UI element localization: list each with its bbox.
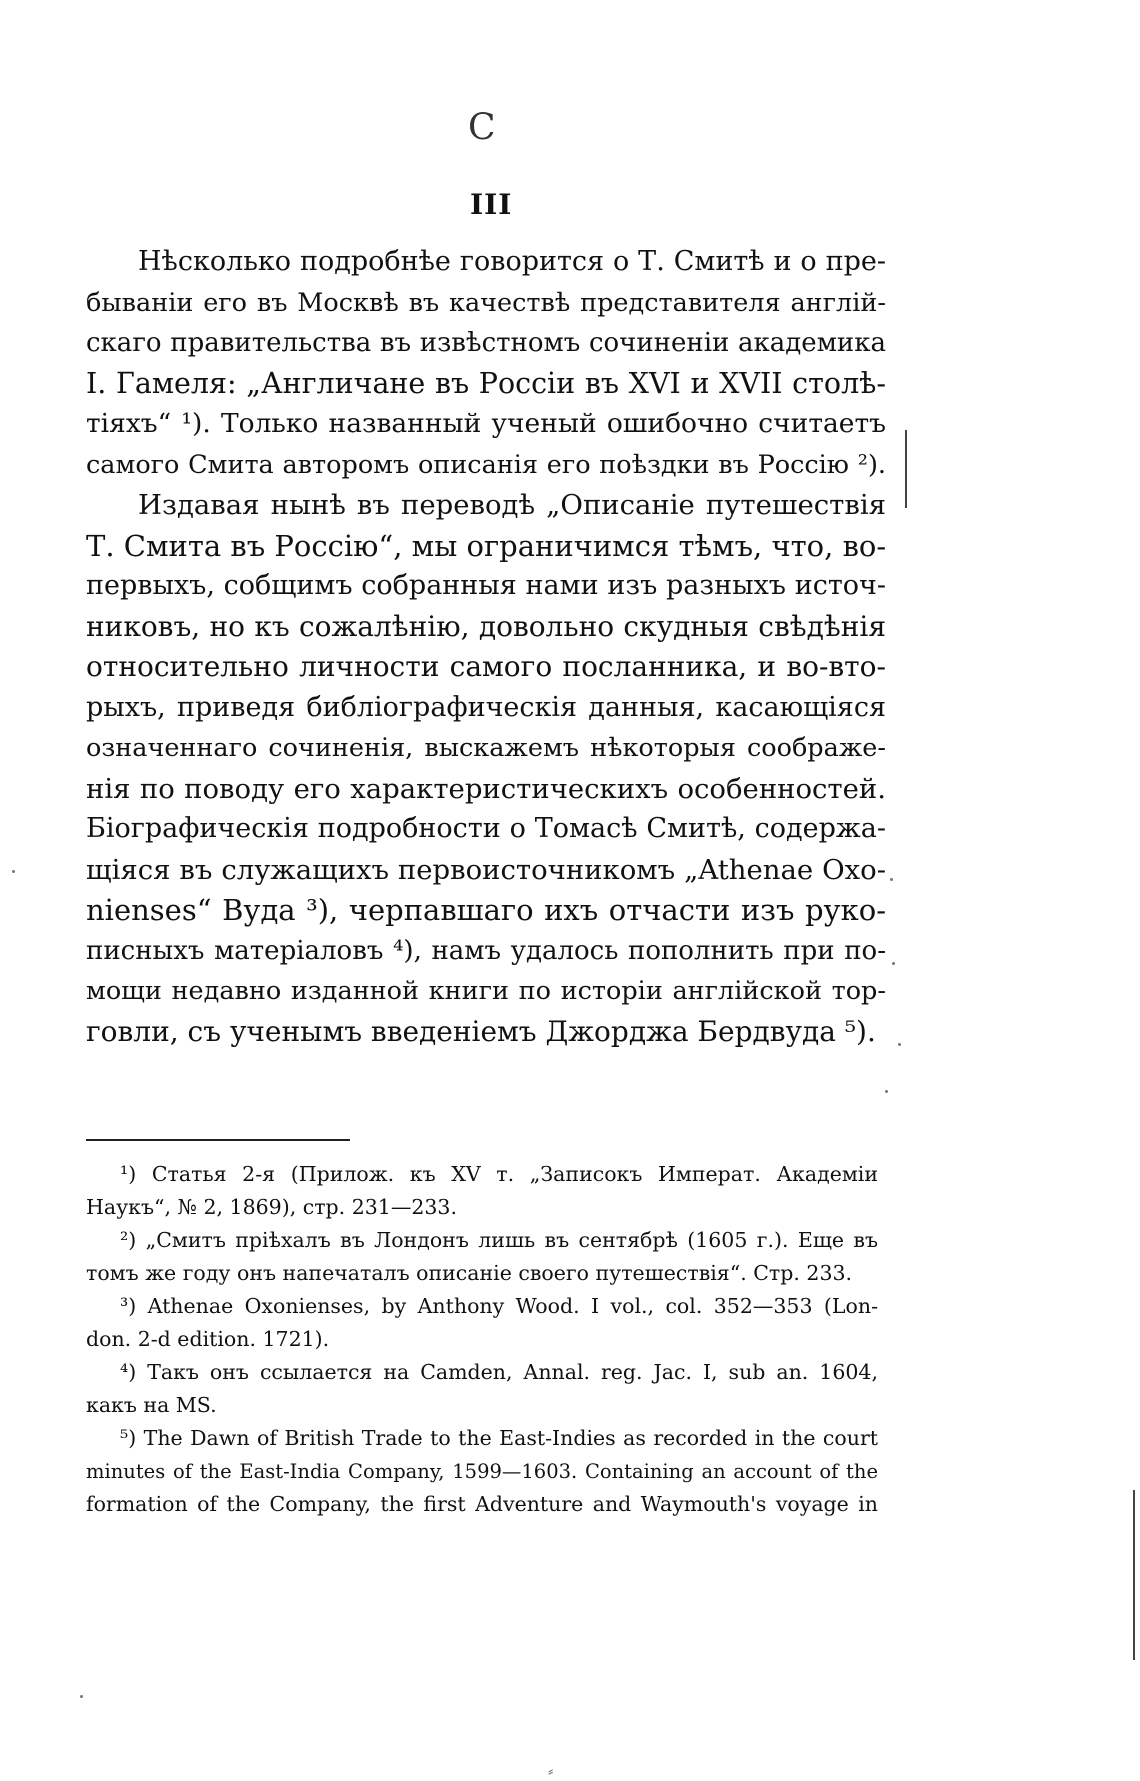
bottom-scan-mark: ⸗ (548, 1761, 554, 1780)
footnote-line: какъ на MS. (86, 1393, 217, 1417)
footnote-line: Наукъ“, № 2, 1869), стр. 231—233. (86, 1195, 457, 1219)
text-line: рыхъ, приведя библіографическія данныя, касающіяся (86, 691, 886, 723)
footnote-line: томъ же году онъ напечаталъ описаніе своего путешествія“. Стр. 233. (86, 1261, 853, 1285)
scan-speck (885, 1090, 888, 1093)
text-line: Т. Смита въ Россію“, мы ограничимся тѣмъ, что, во- (86, 528, 886, 563)
footnote-line: ¹) Статья 2-я (Прилож. къ XV т. „Записокъ Императ. Академіи (120, 1162, 878, 1186)
page-number: III (470, 188, 513, 221)
text-line: мощи недавно изданной книги по исторіи англійской тор- (86, 976, 886, 1006)
text-line: относительно личности самого посланника, и во-вто- (86, 650, 886, 683)
text-line: бываніи его въ Москвѣ въ качествѣ представителя англій- (86, 287, 886, 318)
scan-speck (12, 870, 15, 873)
footnote-line: ²) „Смитъ пріѣхалъ въ Лондонъ лишь въ сентябрѣ (1605 г.). Еще въ (120, 1228, 878, 1252)
footnote-line: ³) Athenae Oxonienses, by Anthony Wood. I vol., col. 352—353 (Lon- (120, 1294, 878, 1318)
text-line: Издавая нынѣ въ переводѣ „Описаніе путешествія (138, 489, 886, 521)
footnote-line: minutes of the East-India Company, 1599—1603. Containing an account of the (86, 1460, 878, 1483)
main-text (86, 242, 886, 1052)
footnote-line: ⁵) The Dawn of British Trade to the East-Indies as recorded in the court (120, 1426, 878, 1450)
footnotes (86, 1158, 878, 1521)
text-line: Біографическія подробности о Томасѣ Смитѣ, содержа- (86, 813, 886, 844)
text-line: самого Смита авторомъ описанія его поѣздки въ Россію ²). (86, 449, 886, 480)
scan-speck (890, 878, 893, 881)
footnote-line: ⁴) Такъ онъ ссылается на Camden, Annal. reg. Jac. I, sub an. 1604, (120, 1360, 878, 1384)
text-line: щіяся въ служащихъ первоисточникомъ „Athenae Oxo- (86, 853, 886, 886)
text-line: I. Гамеля: „Англичане въ Россіи въ XVI и XVII столѣ- (86, 366, 886, 400)
footnote-line: don. 2-d edition. 1721). (86, 1327, 330, 1351)
text-line: никовъ, но къ сожалѣнію, довольно скудныя свѣдѣнія (86, 609, 886, 643)
text-line: означеннаго сочиненія, выскажемъ нѣкоторыя соображе- (86, 733, 886, 763)
text-line: первыхъ, собщимъ собранныя нами изъ разныхъ источ- (86, 570, 886, 601)
text-line: Нѣсколько подробнѣе говорится о Т. Смитѣ и о пре- (138, 246, 886, 277)
margin-scan-line (1133, 1490, 1135, 1660)
scan-speck (80, 1695, 83, 1698)
text-line: нія по поводу его характеристическихъ особенностей. (86, 772, 886, 805)
scan-speck (898, 1043, 901, 1046)
page-corner-mark: С (468, 107, 496, 148)
margin-scan-line (905, 430, 907, 508)
text-line: скаго правительства въ извѣстномъ сочиненіи академика (86, 328, 886, 358)
scan-speck (892, 962, 895, 965)
text-line: писныхъ матеріаловъ ⁴), намъ удалось пополнить при по- (86, 935, 886, 966)
text-line: говли, съ ученымъ введеніемъ Джорджа Бердвуда ⁵). (86, 1014, 876, 1048)
text-line: тіяхъ“ ¹). Только названный ученый ошибочно считаетъ (86, 408, 886, 439)
footnote-line: formation of the Company, the first Adventure and Waymouth's voyage in (86, 1492, 878, 1516)
text-line: nienses“ Вуда ³), черпавшаго ихъ отчасти изъ руко- (86, 893, 886, 927)
footnote-separator (86, 1139, 350, 1141)
